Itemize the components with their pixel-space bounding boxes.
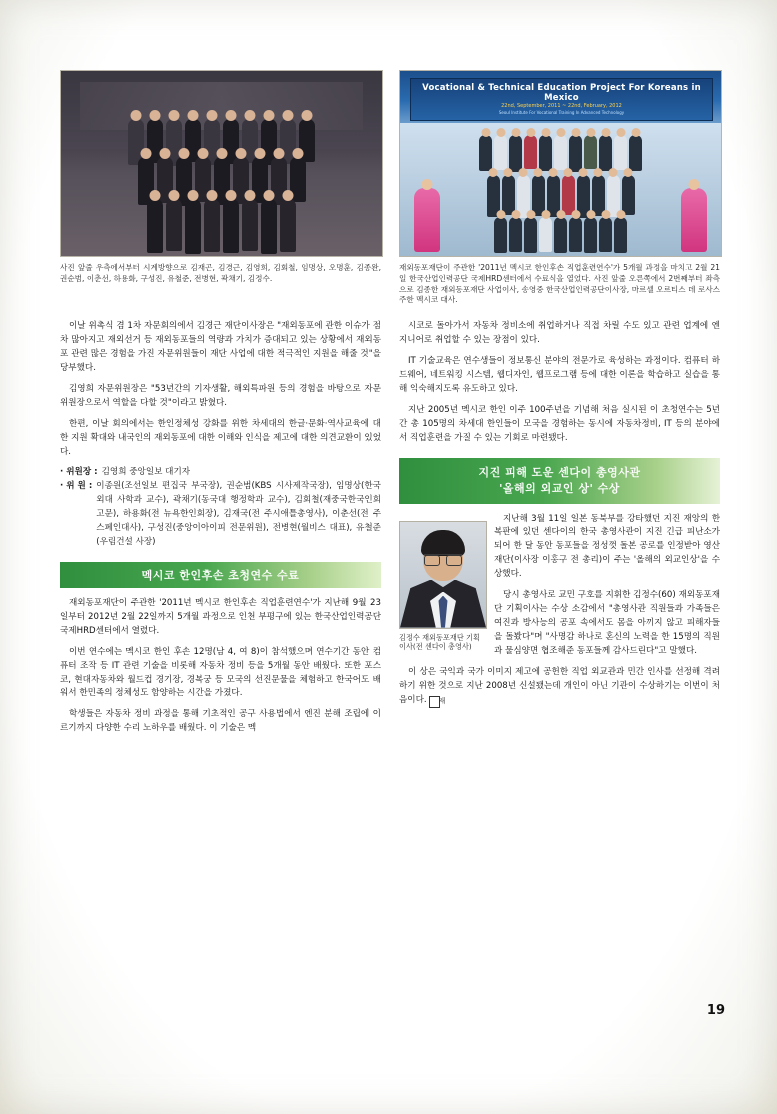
members-names: 이종원(조선일보 편집국 부국장), 권순범(KBS 시사제작국장), 임명상(한국외대 사학과 교수), 곽채기(동국대 행정학과 교수), 김회철(재중국한국인회 고문), 하용화(전 뉴욕한인회장), 김재국(전 주시애틀총영사), 이춘선(전 주스페인대사), 구성진(중앙이아이피 전문위원), 전병현(월비스 대표), 유철준(우림건설 사장) bbox=[96, 481, 381, 548]
chair-label: · 위원장 : bbox=[60, 467, 98, 478]
portrait-block bbox=[399, 521, 485, 652]
award-article bbox=[399, 513, 720, 715]
paragraph bbox=[399, 666, 720, 708]
text-columns bbox=[60, 320, 720, 743]
right-column bbox=[399, 320, 720, 743]
members-label: · 위 원 : bbox=[60, 481, 93, 492]
paragraph: IT 기술교육은 연수생들이 정보통신 분야의 전문가로 육성하는 과정이다. 컴퓨터 하드웨어, 네트워킹 시스템, 웹디자인, 웹프로그램 등에 대한 이론을 학습하고 실습을 통해 익숙해지도록 유도하고 있다. bbox=[399, 355, 720, 394]
left-photo-caption: 사진 앞줄 우측에서부터 시계방향으로 김재곤, 김경근, 김영희, 김회철, 임명상, 오명훈, 김종완, 권순범, 이춘선, 하용화, 구성진, 유철준, 전병현, 곽채기, 김정수. bbox=[60, 263, 381, 283]
right-photo-block bbox=[399, 70, 720, 306]
members-line bbox=[60, 480, 381, 550]
right-photo-caption: 재외동포재단이 주관한 '2011년 멕시코 한인후손 직업훈련연수'가 5개월 과정을 마치고 2월 21일 한국산업인력공단 국제HRD센터에서 수료식을 열었다. 사진 앞줄 오른쪽에서 2번째부터 좌측으로 김종한 재외동포재단 사업이사, 송영중 한국산업인력공단이사장, 마르셀 오르티스 데 로사스 주한 멕시코 대사. bbox=[399, 263, 720, 305]
banner-dates: 22nd, September, 2011 ~ 22nd, February, 2012 bbox=[501, 103, 622, 110]
paragraph-text: 이 상은 국익과 국가 이미지 제고에 공헌한 직업 외교관과 민간 인사를 선정해 격려하기 위한 것으로 지난 2008년 신설됐는데 개인이 아닌 기관이 수상하기는 이번이 처음이다. bbox=[399, 666, 720, 705]
paragraph: 시코로 돌아가서 자동차 정비소에 취업하거나 직접 차릴 수도 있고 관련 업계에 엔지니어로 취업할 수 있는 장점이 있다. bbox=[399, 321, 720, 346]
portrait-caption: 김정수 재외동포재단 기획이사(전 센다이 총영사) bbox=[399, 632, 480, 652]
paragraph: 김영희 자문위원장은 "53년간의 기자생활, 해외특파원 등의 경험을 바탕으로 자문위원장으로서 역할을 다할 것"이라고 밝혔다. bbox=[60, 383, 381, 408]
banner-institute: Seoul Institute For Vocational Training In Advanced Technology bbox=[498, 110, 625, 116]
award-heading-line2: '올해의 외교인 상' 수상 bbox=[499, 481, 620, 495]
portrait-photo-kim-jeongsu bbox=[399, 521, 487, 629]
paragraph: 재외동포재단이 주관한 '2011년 멕시코 한인후손 직업훈련연수'가 지난해 9월 23일부터 2012년 2월 22일까지 5개월 과정으로 인천 부평구에 있는 한국산업인력공단 국제HRD센터에서 열렸다. bbox=[60, 597, 381, 636]
advisory-member-list bbox=[60, 466, 381, 550]
paragraph: 이날 위촉식 겸 1차 자문회의에서 김경근 재단이사장은 "재외동포에 관한 이슈가 점차 많아지고 재외선거 등 재외동포들의 역량과 가치가 증대되고 있는 상황에서 재외동포 관련 많은 경험을 가진 자문위원들이 재단 사업에 대한 적극적인 지원을 해줄 것"을 당부했다. bbox=[60, 321, 381, 373]
page-number: 19 bbox=[706, 1003, 725, 1018]
paragraph: 당시 총영사로 교민 구호를 지휘한 김정수(60) 재외동포재단 기획이사는 수상 소감에서 "총영사관 직원들과 가족들은 여진과 방사능의 공포 속에서도 몸을 아끼지 않고 피해자들을 돌봤다"며 "사명감 하나로 혼신의 노력을 한 15명의 직원과 물심양면 협조해준 동포들께 감사드린다"고 말했다. bbox=[494, 590, 720, 656]
mexico-training-ceremony-photo bbox=[399, 70, 722, 257]
paragraph: 한편, 이날 회의에서는 한인정체성 강화를 위한 차세대의 한글·문화·역사교육에 대한 지원 확대와 내국인의 재외동포에 대한 이해와 인식을 제고에 대한 의견교환이 있었다. bbox=[60, 418, 381, 457]
paragraph: 지난해 3월 11일 일본 동북부를 강타했던 지진 재앙의 한복판에 있던 센다이의 한국 총영사관이 지진 긴급 피난소가 되어 한 달 동안 동포들을 정성껏 돌본 공로를 인정받아 영산재단(이사장 이홍구 전 총리)이 주는 '올해의 외교인상'을 수상했다. bbox=[494, 513, 720, 580]
chair-name: 김영희 중앙일보 대기자 bbox=[101, 467, 191, 478]
left-column bbox=[60, 320, 381, 743]
group-photo-advisory-meeting bbox=[60, 70, 383, 257]
page-content bbox=[60, 70, 720, 970]
banner-title: Vocational & Technical Education Project For Koreans in Mexico bbox=[422, 82, 701, 103]
chair-line bbox=[60, 466, 381, 480]
section-heading-award bbox=[399, 458, 720, 504]
paragraph: 이번 연수에는 멕시코 한인 후손 12명(남 4, 여 8)이 참석했으며 연수기간 동안 컴퓨터 조작 등 IT 관련 기술을 비롯해 자동차 정비 등을 5개월 동안 배웠다. 또한 포스코, 현대자동차와 월드컵 경기장, 경복궁 등 모국의 선진문물을 체험하고 한국어도 배워서 한민족의 정체성도 함양하는 시간을 가졌다. bbox=[60, 646, 381, 699]
paragraph: 지난 2005년 멕시코 한인 이주 100주년을 기념해 처음 실시된 이 초청연수는 5년 간 총 105명의 차세대 한인들이 모국을 경험하는 동시에 자동차정비, IT 등의 분야에서 직업훈련을 가질 수 있는 기회로 마련됐다. bbox=[399, 404, 720, 443]
photo-row bbox=[60, 70, 720, 306]
end-mark: 재 bbox=[429, 696, 440, 708]
section-heading-mexico: 멕시코 한인후손 초청연수 수료 bbox=[60, 562, 381, 588]
left-photo-block bbox=[60, 70, 381, 306]
event-banner bbox=[410, 78, 714, 121]
paragraph: 학생들은 자동차 정비 과정을 통해 기초적인 공구 사용법에서 엔진 분해 조립에 이르기까지 다양한 수리 노하우를 배웠다. 이 기술은 멕 bbox=[60, 709, 381, 734]
award-heading-line1: 지진 피해 도운 센다이 총영사관 bbox=[478, 465, 641, 479]
